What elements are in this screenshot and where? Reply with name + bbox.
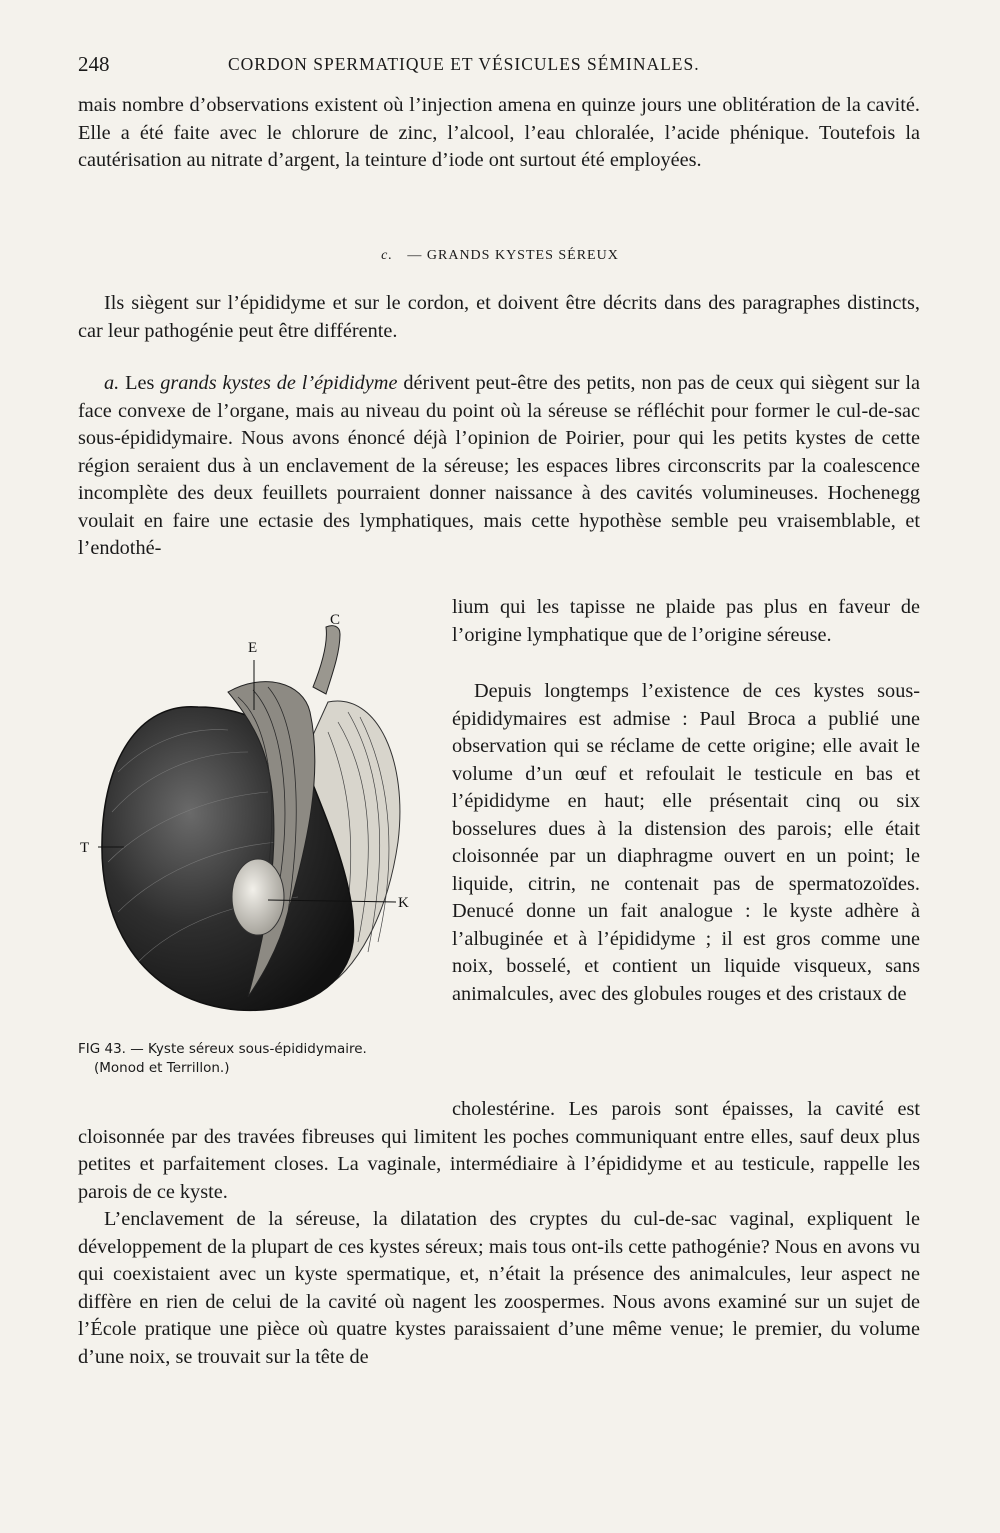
figure-kyste [78,612,438,1032]
paragraph-injection: mais nombre d’observations existent où l’injection amena en quinze jours une oblitération de la cavité. Elle a été faite avec le chlorure de zinc, l’alcool, l’eau chloralée, l’acide phénique. Toutefois la cautérisation au nitrate d’argent, la teinture d’iode ont surtout été employées. [78,94,920,171]
paragraph-endothelium-end: lium qui les tapisse ne plaide pas plus en faveur de l’origine lymphatique que de l’origine séreuse. [452,596,920,646]
emphasis-term: grands kystes de l’épididyme [160,372,398,394]
section-dash: — [407,248,423,263]
figure-caption [78,1040,438,1078]
paragraph-epididyme [78,370,920,563]
paragraph-cholesterine: cholestérine. Les parois sont épaisses, la cavité est cloisonnée par des travées fibreuses qui limitent les poches communiquant entre elles, sauf deux plus petites et parfaitement closes. La vaginale, intermédiaire à l’épididyme et au testicule, rappelle les parois de ce kyste. [78,1098,920,1203]
caption-line-2: (Monod et Terrillon.) [94,1060,230,1076]
paragraph-enclavement: L’enclavement de la séreuse, la dilatation des cryptes du cul-de-sac vaginal, expliquent le développement de la plupart de ces kystes séreux; mais tous ont-ils cette pathogénie? Nous en avons vu qui coexistaient avec un kyste spermatique, et, n’était la présence des animalcules, leur aspect ne diffère en rien de celui de la cavité où nagent les zoospermes. Nous avons examiné sur un sujet de l’École pratique une pièce où quatre kystes paraissaient d’une même venue; le premier, du volume d’une noix, se trouvait sur la tête de [78,1208,920,1368]
paragraph-lead: Les [119,372,161,394]
section-heading [0,248,1000,264]
caption-line-1: FIG 43. — Kyste séreux sous-épididymaire. [78,1041,367,1057]
paragraph-letter: a. [104,372,120,394]
label-t: T [80,840,90,856]
page-number: 248 [78,52,110,76]
label-k: K [398,895,409,911]
paragraph-broca: Depuis longtemps l’existence de ces kystes sous-épididymaires est admise : Paul Broca a publié une observation qui se réclame de cette origine; elle avait le volume d’un œuf et refoulait le testicule en bas et l’épididyme en haut; elle présentait cinq ou six bosselures dues à la distension des parois; elle était cloisonnée par un diaphragme ouvert en un point; le liquide, citrin, ne contenait pas de spermatozoïdes. Denucé donne un fait analogue : le kyste adhère à l’albuginée et à l’épididyme ; il est gros comme une noix, bosselé, et contient un liquide visqueux, sans animalcules, avec des globules rouges et des cristaux de [452,680,920,1005]
label-e: E [248,640,258,656]
section-title: GRANDS KYSTES SÉREUX [426,248,619,263]
running-title: CORDON SPERMATIQUE ET VÉSICULES SÉMINALES. [228,54,700,74]
page-header [78,52,920,88]
label-c: C [330,612,341,628]
paragraph-intro: Ils siègent sur l’épididyme et sur le cordon, et doivent être décrits dans des paragraphes distincts, car leur pathogénie peut être différente. [78,292,920,342]
section-letter: c. [381,248,393,263]
paragraph-body: dérivent peut-être des petits, non pas de ceux qui siègent sur la face convexe de l’organe, mais au niveau du point où la séreuse se réfléchit pour former le cul-de-sac sous-épididymaire. Nous avons énoncé déjà l’opinion de Poirier, pour qui les petits kystes de cette région seraient dus à un enclavement de la séreuse; les espaces libres circonscrits par la coalescence incomplète des deux feuillets pourraient donner naissance à des cavités volumineuses. Hochenegg voulait en faire une ectasie des lymphatiques, mais cette hypothèse semble peu vraisemblable, et l’endothé- [78,372,921,559]
cyst-illustration [78,612,438,1032]
